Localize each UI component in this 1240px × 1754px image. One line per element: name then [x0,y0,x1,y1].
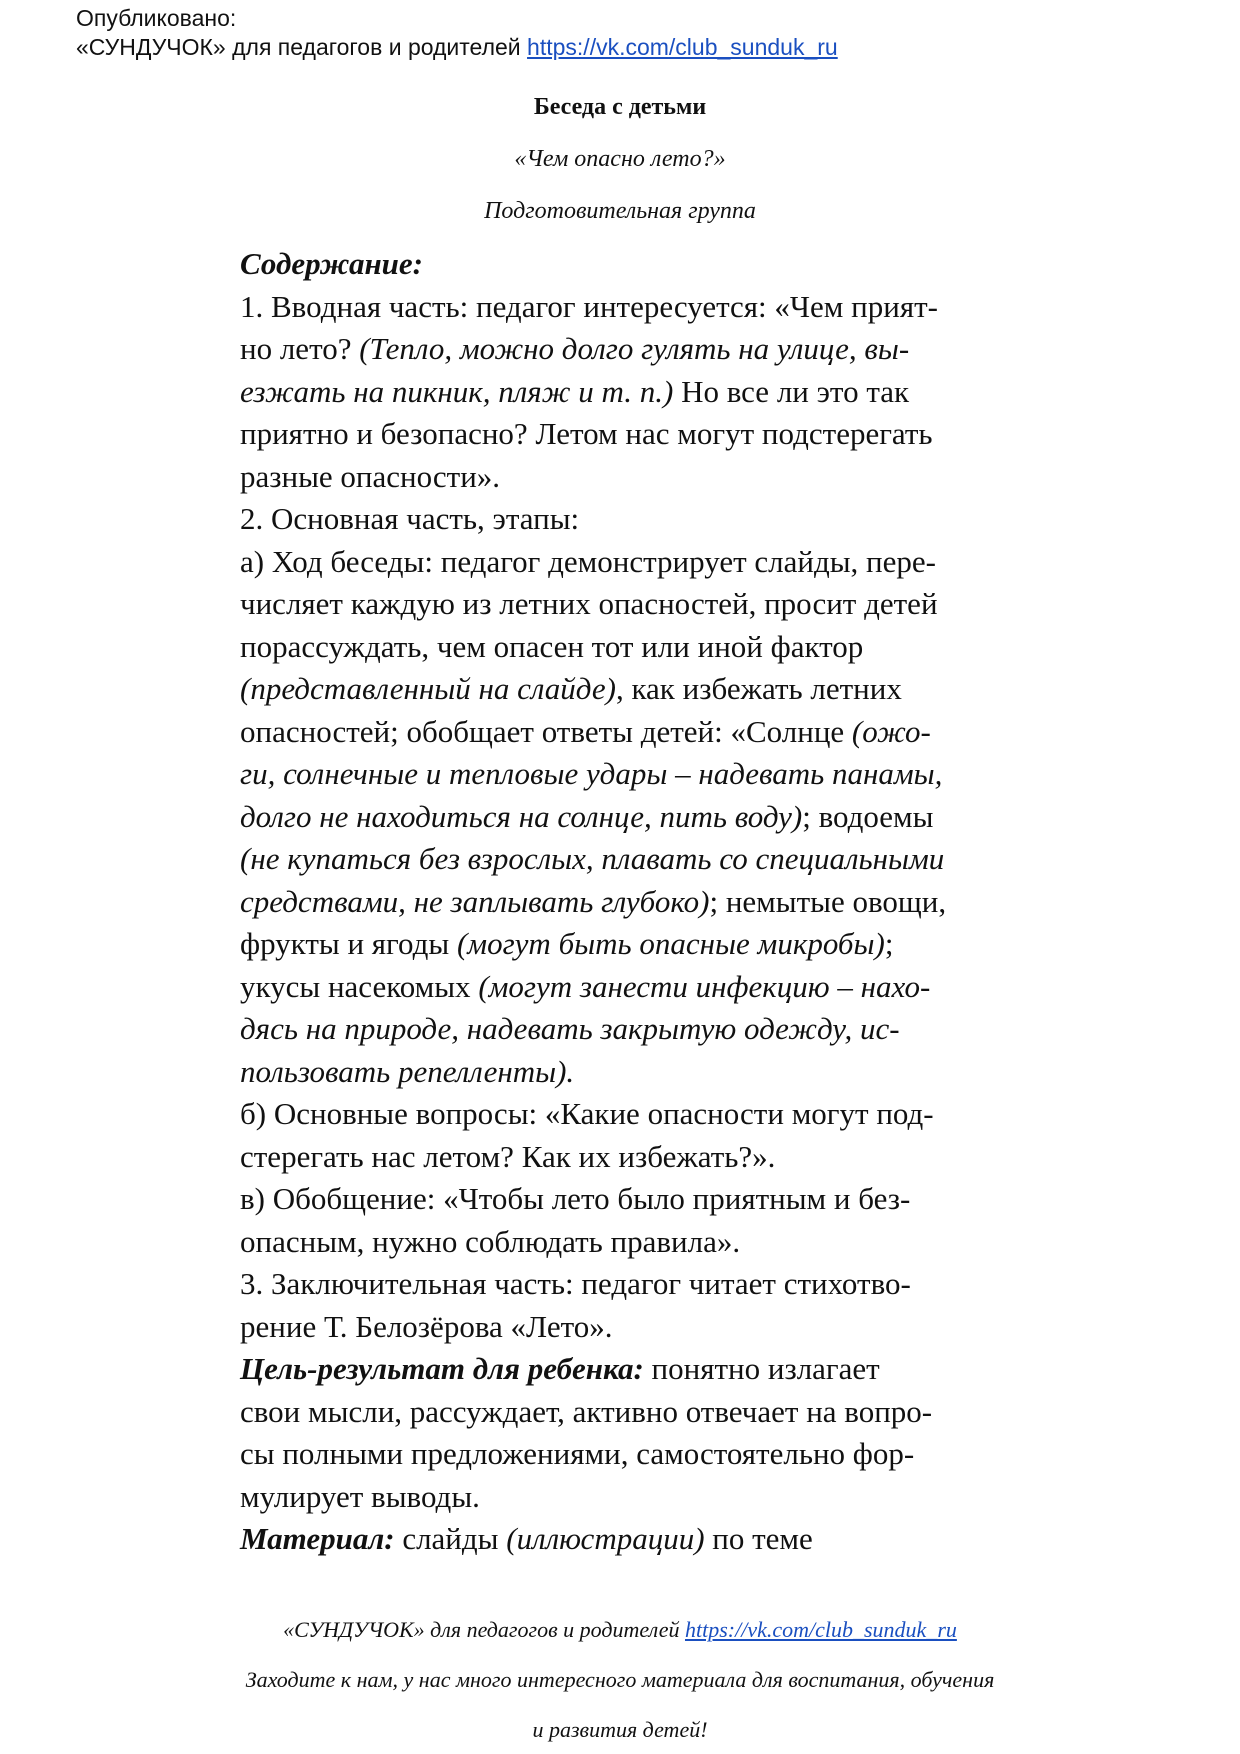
page-header [76,4,838,62]
header-org-text: «СУНДУЧОК» для педагогов и родителей [76,34,521,60]
italic-run: дясь на природе, надевать закрытую одежду, ис- [240,1011,900,1046]
text-run: по теме [704,1521,813,1556]
material-heading: Материал: [240,1521,395,1556]
italic-run: (представленный на слайде) [240,671,616,706]
text-line [240,371,1020,414]
published-label: Опубликовано: [76,5,237,31]
text-line: 1. Вводная часть: педагог интересуется: «Чем прият- [240,288,938,324]
text-line: приятно и безопасно? Летом нас могут подстерегать [240,416,933,451]
italic-run: (ожо- [851,713,931,749]
text-line: б) Основные вопросы: «Какие опасности могут под- [240,1096,934,1131]
text-line: 2. Основная часть, этапы: [240,501,580,536]
text-run: , как избежать летних [615,671,902,706]
italic-run: (могут быть опасные микробы) [456,926,885,961]
italic-run: долго не находиться на солнце, пить воду) [240,798,803,834]
text-line [240,711,1020,754]
text-run: Но все ли это так [673,373,910,409]
content-heading-line [240,243,1020,286]
text-run: понятно излагает [643,1351,880,1386]
text-line: порассуждать, чем опасен тот или иной фактор [240,628,864,664]
text-run: ; немытые овощи, [709,883,947,919]
italic-run: (иллюстрации) [506,1521,705,1556]
text-line [240,881,1020,924]
text-line: в) Обобщение: «Чтобы лето было приятным и без- [240,1181,911,1216]
document-title: Беседа с детьми [533,94,707,120]
text-run: фрукты и ягоды [240,926,457,961]
italic-run: (могут занести инфекцию – нахо- [478,968,931,1004]
footer-vk-link[interactable]: https://vk.com/club_sunduk_ru [684,1617,957,1642]
text-run: слайды [394,1521,507,1556]
content-heading: Содержание: [240,246,423,281]
text-line: 3. Заключительная часть: педагог читает стихотво- [240,1266,911,1301]
text-line [240,1518,1020,1561]
header-source-line [76,33,838,62]
text-line [240,328,1020,371]
text-line [240,753,1020,796]
italic-run: средствами, не заплывать глубоко) [240,883,710,919]
text-line [240,1008,1020,1051]
text-line [240,966,1020,1009]
document-topic: «Чем опасно лето?» [514,146,726,172]
text-run: укусы насекомых [240,968,479,1004]
goal-heading: Цель-результат для ребенка: [240,1351,644,1386]
text-line: а) Ход беседы: педагог демонстрирует слайды, пере- [240,543,936,579]
footer-org-text: «СУНДУЧОК» для педагогов и родителей [283,1617,685,1642]
text-line: разные опасности». [240,458,501,494]
italic-run: пользовать репелленты). [240,1053,575,1089]
text-line: рение Т. Белозёрова «Лето». [240,1308,613,1344]
text-line [240,1348,1020,1391]
text-line: стерегать нас летом? Как их избежать?». [240,1138,776,1174]
text-line: сы полными предложениями, самостоятельно фор- [240,1436,915,1471]
text-line [240,668,1020,711]
footer-invite-line-2: и развития детей! [532,1717,708,1742]
text-run: но лето? [240,331,360,366]
text-line [240,838,1020,881]
text-run: ; водоемы [802,798,934,834]
text-run: опасностей; обобщает ответы детей: «Солнце [240,713,852,749]
italic-run: (не купаться без взрослых, плавать со специальными [240,841,945,876]
text-line [240,796,1020,839]
document-body [240,243,1020,1561]
text-line: числяет каждую из летних опасностей, просит детей [240,586,938,621]
text-line [240,1051,1020,1094]
header-vk-link[interactable]: https://vk.com/club_sunduk_ru [527,34,838,60]
text-line: опасным, нужно соблюдать правила». [240,1223,741,1259]
text-line: мулирует выводы. [240,1478,480,1514]
document-group: Подготовительная группа [484,198,756,224]
text-line [240,923,1020,966]
text-run: ; [884,926,894,961]
italic-run: (Тепло, можно долго гулять на улице, вы- [359,331,910,366]
italic-run: езжать на пикник, пляж и т. п.) [240,373,674,409]
footer-source-line [0,1617,1240,1643]
text-line: свои мысли, рассуждает, активно отвечает на вопро- [240,1393,933,1429]
italic-run: ги, солнечные и тепловые удары – надевать панамы, [240,756,943,791]
footer-invite-line: Заходите к нам, у нас много интересного материала для воспитания, обучения [245,1667,995,1692]
